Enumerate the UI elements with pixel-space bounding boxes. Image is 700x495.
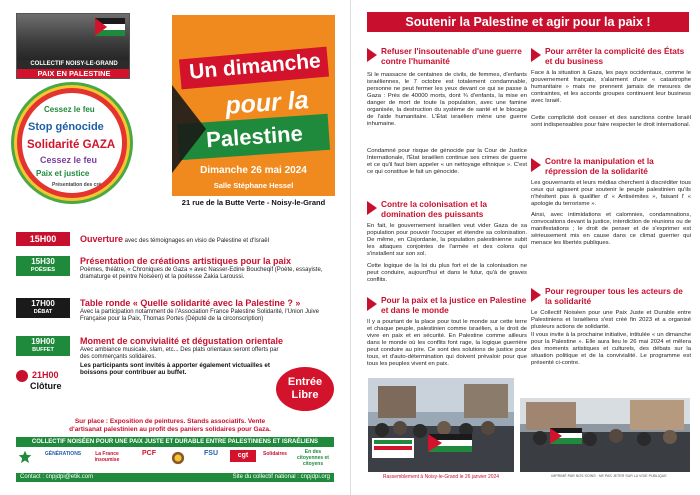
schedule-time xyxy=(16,336,70,356)
title-line2: pour la xyxy=(224,86,310,120)
entree-line1: Entrée xyxy=(287,376,323,388)
schedule-time xyxy=(16,298,70,318)
partner-logo: En des citoyennes et citoyens xyxy=(297,449,329,467)
event-venue: Salle Stéphane Hessel xyxy=(213,181,294,190)
section-colonisation xyxy=(367,200,527,290)
word-cloud-circle xyxy=(17,88,127,198)
schedule-time xyxy=(16,256,70,276)
print-notice: IMPRIMÉ PAR NOS SOINS · NE PAS JETER SUR LA VOIE PUBLIQUE xyxy=(551,474,667,478)
event-title-box xyxy=(172,15,335,210)
contact-email[interactable]: Contact : cnpjdpi@etik.com xyxy=(20,474,94,480)
partner-globe-icon xyxy=(170,451,186,467)
section-body: En fait, le gouvernement israélien veut vider Gaza de sa population pour pouvoir l'occuper et étendre sa colonisation. De même, en Cisjordanie, la population palestinienne subit les attaques conjointes de l'armée et des colons qui s'installent sur son sol. xyxy=(367,223,527,257)
rally-photo-2 xyxy=(520,398,690,472)
schedule-time-label: 19H00 xyxy=(31,337,55,346)
section-body-2: Ainsi, avec intimidations et calomnies, condamnations, convocations devant la justice, interdiction de réunions ou de manifestations ; le droit de penser et de s'exprimer est sérieusement mis en cause dans ce climat guerrier qui menace les libertés publiques. xyxy=(531,212,691,246)
schedule-title: Présentation de créations artistiques pour la paix xyxy=(80,256,292,266)
section-arrow-icon xyxy=(531,158,541,172)
section-regrouper xyxy=(531,287,691,387)
section-arrow-icon xyxy=(531,288,541,302)
partner-logo: cgt xyxy=(230,450,256,462)
schedule-desc: Avec la participation notamment de l'Association France Palestine Solidarité, l'Union Juive Française pour la Paix, Thomas Portes (Député de la circonscription) xyxy=(80,309,319,323)
section-arrow-icon xyxy=(531,48,541,62)
schedule-time-sub: POÉSIES xyxy=(30,267,56,273)
section-title: Contre la colonisation et la domination des puissants xyxy=(381,199,488,219)
partner-logo: La France insoumise xyxy=(94,451,120,463)
section-arrow-icon xyxy=(367,297,377,311)
title-line3: Palestine xyxy=(205,120,304,153)
entree-line2: Libre xyxy=(291,389,319,401)
partner-logo: Solidaires xyxy=(263,451,287,457)
section-body: Face à la situation à Gaza, les pays occidentaux, comme le gouvernement français, s'alarment d'une « catastrophe humanitaire » mais ne prennent jamais de mesures de contraintes, et les accords groupes continuent leur business avec Israël. xyxy=(531,70,691,104)
section-body: Les gouvernants et leurs médias cherchent à discréditer tous ceux qui agissent pour soutenir le peuple palestinien qu'ils n'hésitent pas à qualifier d' « Antisémites », faisant l' « apologie du terrorisme ». xyxy=(531,180,691,207)
partner-logo: PCF xyxy=(142,450,156,457)
section-arrow-icon xyxy=(367,201,377,215)
schedule-row-poesies xyxy=(16,256,338,292)
palestine-flag-icon xyxy=(95,18,125,36)
collectif-logo xyxy=(16,13,130,79)
partner-logos xyxy=(16,448,334,471)
section-complicite xyxy=(531,47,691,147)
section-title: Pour regrouper tous les acteurs de la solidarité xyxy=(545,286,683,306)
collectif-banner: COLLECTIF NOISÉEN POUR UNE PAIX JUSTE ET DURABLE ENTRE PALESTINIENS ET ISRAÉLIENS xyxy=(16,437,334,447)
word-cloud-word: Solidarité GAZA xyxy=(27,139,116,151)
schedule-time-sub: DÉBAT xyxy=(33,309,53,315)
event-address: 21 rue de la Butte Verte - Noisy-le-Grand xyxy=(172,196,335,210)
note-line2: d'artisanat palestinien au profit des paniers solidaires pour Gaza. xyxy=(69,426,271,433)
section-body-2: Il vous invite à la prochaine initiative, intitulée « un dimanche pour la Palestine ». Elle aura lieu le 26 mai 2024 et mêlera des moments artistiques et culturels, des débats sur la situation politique et de la convivialité. Le programme est présenté ci-contre. xyxy=(531,332,691,366)
word-cloud-word: Stop génocide xyxy=(28,121,104,133)
word-cloud-word: Cessez le feu xyxy=(40,155,98,165)
partner-logo: GÉNÉRATIONS xyxy=(44,451,82,457)
schedule-title: Moment de convivialité et dégustation orientale xyxy=(80,336,284,346)
section-title: Pour arrêter la complicité des États et du business xyxy=(545,46,685,66)
schedule-time-sub: Clôture xyxy=(30,381,62,391)
partner-logo: FSU xyxy=(204,450,218,457)
schedule-time-label: 15H30 xyxy=(31,257,55,266)
schedule-row-ouverture xyxy=(16,232,338,246)
section-body-2: Condamné pour risque de génocide par la Cour de Justice Internationale, l'État israélien continue ses crimes de guerre et ce qu'il faut bien appeler « un nettoyage ethnique ». C'est ce qui constitue le fait un génocide. xyxy=(367,148,527,175)
schedule-title xyxy=(80,234,340,246)
partner-star-icon xyxy=(18,449,32,465)
national-site-link[interactable]: Site du collectif national : cnpjdpi.org xyxy=(232,474,330,480)
schedule-time-label: 15H00 xyxy=(29,234,57,244)
contact-bar xyxy=(16,473,334,482)
main-title: Soutenir la Palestine et agir pour la paix ! xyxy=(367,12,689,32)
section-paix-justice xyxy=(367,296,527,378)
section-title: Contre la manipulation et la répression de la solidarité xyxy=(545,156,654,176)
section-body: Le Collectif Noiséen pour une Paix Juste et Durable entre Palestiniens et Israéliens s'est créé fin 2023 et a organisé plusieurs actions de solidarité. xyxy=(531,310,691,330)
section-body: Il y a pourtant de la place pour tout le monde sur cette terre et chaque peuple, palestinien comme israélien, a le droit de vivre en paix et en sécurité. En Palestine comme ailleurs dans le monde où les conflits font rage, la logique guerrière peut conduire au pire. Ce sont des solutions de justice pour tous, et d'auto-détermination qui doivent prévaloir pour que tous les peuples vivent en paix. xyxy=(367,319,527,367)
section-body: Si le massacre de centaines de civils, de femmes, d'enfants israéliennes, le 7 octobre est totalement condamnable, personne ne peut fermer les yeux devant ce qui se passe à Gaza : Près de 40000 morts, dont ¾ d'enfants, la mise en danger de mort de toute la population, avec une famine organisée, la destruction du système de santé et le blocage de l'aide humanitaire. L'État israélien mène une guerre inhumaine. xyxy=(367,72,527,127)
schedule-title-text: Ouverture xyxy=(80,234,124,244)
section-title: Refuser l'insoutenable d'une guerre contre l'humanité xyxy=(381,46,522,66)
schedule-desc: Poèmes, théâtre, « Chroniques de Gaza » avec Nasser-Edine Boucheqif (Poète, essayiste, dramaturge et peintre Noiséen) et la poétesse Zakia Laroussi. xyxy=(80,267,323,281)
schedule-desc-text: Avec ambiance musicale, slam, etc... Des plats orientaux seront offerts par des commerçants solidaires. xyxy=(80,347,279,361)
schedule-time xyxy=(16,232,70,246)
photo-caption: Rassemblement à Noisy-le-Grand le 26 janvier 2024 xyxy=(382,474,500,480)
note-line1: Sur place : Exposition de peintures. Stands associatifs. Vente xyxy=(74,418,266,425)
schedule-desc-bold: Les participants sont invités à apporter également victuailles et boissons pour contribuer au buffet. xyxy=(80,361,271,377)
section-manipulation xyxy=(531,157,691,275)
entree-libre-badge xyxy=(276,367,334,411)
section-refuser xyxy=(367,47,527,199)
title-line1: Un dimanche xyxy=(188,49,322,84)
word-cloud-word: Cessez le feu xyxy=(44,105,95,114)
logo-line1: COLLECTIF NOISY-LE-GRAND xyxy=(30,61,118,67)
schedule-time xyxy=(16,370,28,382)
word-cloud-word: Présentation des créations xyxy=(52,182,116,188)
schedule-time-sub: BUFFET xyxy=(32,347,54,353)
schedule-time-label: 17H00 xyxy=(31,299,55,308)
section-arrow-icon xyxy=(367,48,377,62)
section-body-2: Cette complicité doit cesser et des sanctions contre Israël sont indispensables pour faire respecter le droit international. xyxy=(531,115,691,128)
schedule-time-label: 21H00 xyxy=(32,370,59,380)
schedule-title: Table ronde « Quelle solidarité avec la Palestine ? » xyxy=(80,298,301,308)
section-body-2: Cette logique de la loi du plus fort et de la colonisation ne peut conduire, aujourd'hui et dans le futur, qu'à de graves conflits. xyxy=(367,263,527,283)
logo-line2: PAIX EN PALESTINE xyxy=(17,69,130,79)
on-site-note xyxy=(20,418,320,434)
event-date: Dimanche 26 mai 2024 xyxy=(200,165,307,176)
schedule-title-suffix: avec des témoignages en visio de Palestine et d'Israël xyxy=(123,238,269,244)
section-title: Pour la paix et la justice en Palestine et dans le monde xyxy=(381,295,527,315)
rally-photo-1 xyxy=(368,378,514,472)
word-cloud-word: Paix et justice xyxy=(36,169,90,178)
schedule-row-debat xyxy=(16,298,338,328)
